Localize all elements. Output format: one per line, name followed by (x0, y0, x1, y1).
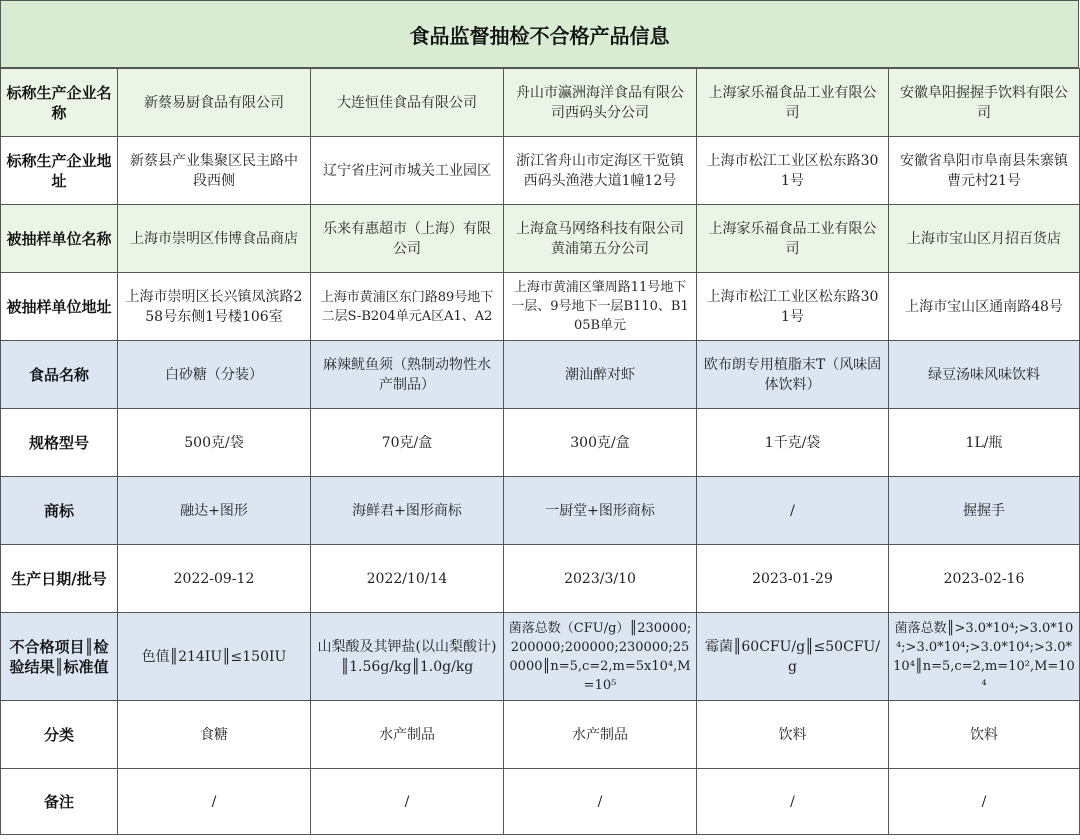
table-cell: 海鲜君+图形商标 (311, 477, 504, 545)
table-cell: 2023-01-29 (697, 545, 889, 613)
table-cell: 麻辣鱿鱼须（熟制动物性水产制品） (311, 341, 504, 409)
table-cell: / (889, 769, 1080, 835)
row-label: 不合格项目║检验结果║标准值 (1, 613, 118, 701)
table-cell: 乐来有惠超市（上海）有限公司 (311, 205, 504, 273)
row-label: 分类 (1, 701, 118, 769)
row-label: 标称生产企业名称 (1, 69, 118, 137)
row-food-name (1, 341, 1080, 409)
row-label: 食品名称 (1, 341, 118, 409)
row-production-date (1, 545, 1080, 613)
row-producer-name (1, 69, 1080, 137)
table-cell: 新蔡易厨食品有限公司 (118, 69, 311, 137)
table-cell: / (697, 769, 889, 835)
table-cell: 潮汕醉对虾 (504, 341, 697, 409)
table-cell: 上海盒马网络科技有限公司黄浦第五分公司 (504, 205, 697, 273)
table-cell: 浙江省舟山市定海区干览镇西码头渔港大道1幢12号 (504, 137, 697, 205)
table-cell: 舟山市瀛洲海洋食品有限公司西码头分公司 (504, 69, 697, 137)
table-cell: 新蔡县产业集聚区民主路中段西侧 (118, 137, 311, 205)
table-cell: 山梨酸及其钾盐(以山梨酸计)║1.56g/kg║1.0g/kg (311, 613, 504, 701)
table-cell: 绿豆汤味风味饮料 (889, 341, 1080, 409)
table-cell: / (697, 477, 889, 545)
table-cell: 2023-02-16 (889, 545, 1080, 613)
table-cell: 2022-09-12 (118, 545, 311, 613)
table-cell: 上海市崇明区伟博食品商店 (118, 205, 311, 273)
row-failed-item (1, 613, 1080, 701)
table-cell: 融达+图形 (118, 477, 311, 545)
table-cell: 300克/盒 (504, 409, 697, 477)
table-cell: 欧布朗专用植脂末T（风味固体饮料） (697, 341, 889, 409)
table-cell: 上海市崇明区长兴镇凤滨路258号东侧1号楼106室 (118, 273, 311, 341)
table-cell: 2023/3/10 (504, 545, 697, 613)
table-cell: 食糖 (118, 701, 311, 769)
table-cell: 1L/瓶 (889, 409, 1080, 477)
table-cell: 上海家乐福食品工业有限公司 (697, 69, 889, 137)
table-cell: 1千克/袋 (697, 409, 889, 477)
table-cell: / (118, 769, 311, 835)
table-cell: 500克/袋 (118, 409, 311, 477)
table-cell: 上海市宝山区通南路48号 (889, 273, 1080, 341)
table-cell: 菌落总数║>3.0*10⁴;>3.0*10⁴;>3.0*10⁴;>3.0*10⁴;>3.0*10⁴║n=5,c=2,m=10²,M=10⁴ (889, 613, 1080, 701)
row-label: 生产日期/批号 (1, 545, 118, 613)
table-cell: 2022/10/14 (311, 545, 504, 613)
table-cell: 色值║214IU║≤150IU (118, 613, 311, 701)
page-title: 食品监督抽检不合格产品信息 (0, 0, 1079, 68)
row-category (1, 701, 1080, 769)
row-label: 规格型号 (1, 409, 118, 477)
row-sampled-unit-name (1, 205, 1080, 273)
row-label: 被抽样单位名称 (1, 205, 118, 273)
table-cell: 上海家乐福食品工业有限公司 (697, 205, 889, 273)
table-cell: 上海市松江工业区松东路301号 (697, 137, 889, 205)
table-cell: 上海市黄浦区东门路89号地下二层S-B204单元A区A1、A2 (311, 273, 504, 341)
results-table (0, 68, 1080, 835)
table-cell: 白砂糖（分装） (118, 341, 311, 409)
row-label: 商标 (1, 477, 118, 545)
table-cell: 安徽阜阳握握手饮料有限公司 (889, 69, 1080, 137)
table-cell: 70克/盒 (311, 409, 504, 477)
table-cell: 上海市松江工业区松东路301号 (697, 273, 889, 341)
table-cell: / (311, 769, 504, 835)
row-specification (1, 409, 1080, 477)
table-cell: 饮料 (889, 701, 1080, 769)
table-cell: 安徽省阜阳市阜南县朱寨镇曹元村21号 (889, 137, 1080, 205)
row-label: 被抽样单位地址 (1, 273, 118, 341)
table-cell: 握握手 (889, 477, 1080, 545)
table-cell: 上海市黄浦区肇周路11号地下一层、9号地下一层B110、B105B单元 (504, 273, 697, 341)
row-remarks (1, 769, 1080, 835)
table-cell: 霉菌║60CFU/g║≤50CFU/g (697, 613, 889, 701)
table-cell: 一厨堂+图形商标 (504, 477, 697, 545)
table-cell: 菌落总数（CFU/g）║230000;200000;200000;230000;250000║n=5,c=2,m=5x10⁴,M=10⁵ (504, 613, 697, 701)
table-cell: 辽宁省庄河市城关工业园区 (311, 137, 504, 205)
table-cell: 上海市宝山区月招百货店 (889, 205, 1080, 273)
row-label: 备注 (1, 769, 118, 835)
row-sampled-unit-address (1, 273, 1080, 341)
table-cell: 大连恒佳食品有限公司 (311, 69, 504, 137)
table-cell: / (504, 769, 697, 835)
row-producer-address (1, 137, 1080, 205)
row-label: 标称生产企业地址 (1, 137, 118, 205)
table-cell: 水产制品 (311, 701, 504, 769)
row-trademark (1, 477, 1080, 545)
table-cell: 水产制品 (504, 701, 697, 769)
table-cell: 饮料 (697, 701, 889, 769)
